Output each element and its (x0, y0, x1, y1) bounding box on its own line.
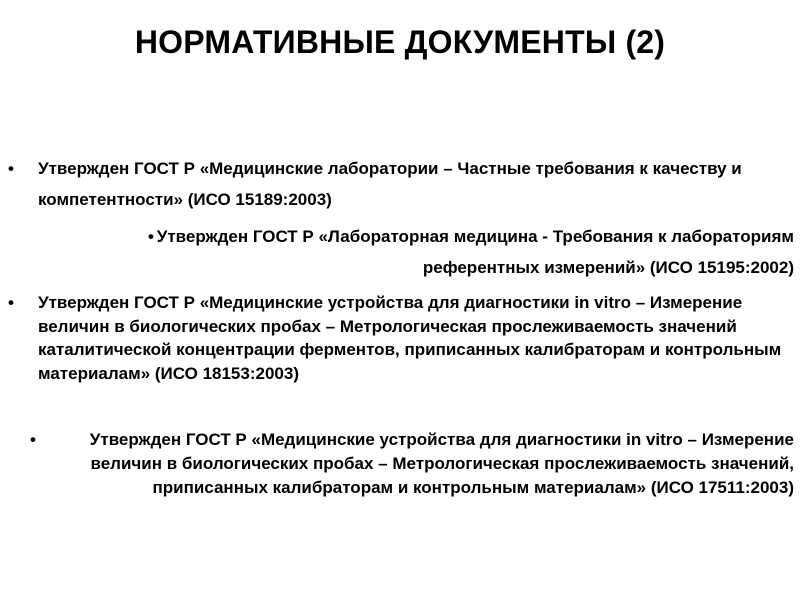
bullet-dot: • (30, 430, 36, 449)
bullet-text: Утвержден ГОСТ Р «Медицинские устройства для диагностики in vitro – Измерение величин в биологических пробах – Метрологическая прослеживаемость значений каталитической концентрации ферментов, приписанных калибраторам и контрольным материалам» (ИСО 18153:2003) (38, 293, 782, 383)
bullet-dot: • (148, 227, 154, 246)
bullet-item-gost-15189 (8, 153, 778, 215)
bullet-text: Утвержден ГОСТ Р «Лабораторная медицина - Требования к лабораториям референтных измерений» (ИСО 15195:2002) (156, 227, 794, 277)
bullet-text: Утвержден ГОСТ Р «Медицинские устройства для диагностики in vitro – Измерение величин в биологических пробах – Метрологическая прослеживаемость значений, приписанных калибраторам и контрольным материалам» (ИСО 17511:2003) (89, 430, 794, 497)
bullet-item-gost-18153 (8, 291, 798, 385)
bullet-item-gost-17511 (30, 428, 794, 500)
bullet-item-gost-15195 (60, 221, 794, 283)
bullet-text: Утвержден ГОСТ Р «Медицинские лаборатории – Частные требования к качеству и компетентности» (ИСО 15189:2003) (38, 159, 742, 209)
bullet-dot: • (8, 159, 14, 178)
bullet-dot: • (8, 293, 14, 312)
slide-title: НОРМАТИВНЫЕ ДОКУМЕНТЫ (2) (134, 24, 666, 60)
